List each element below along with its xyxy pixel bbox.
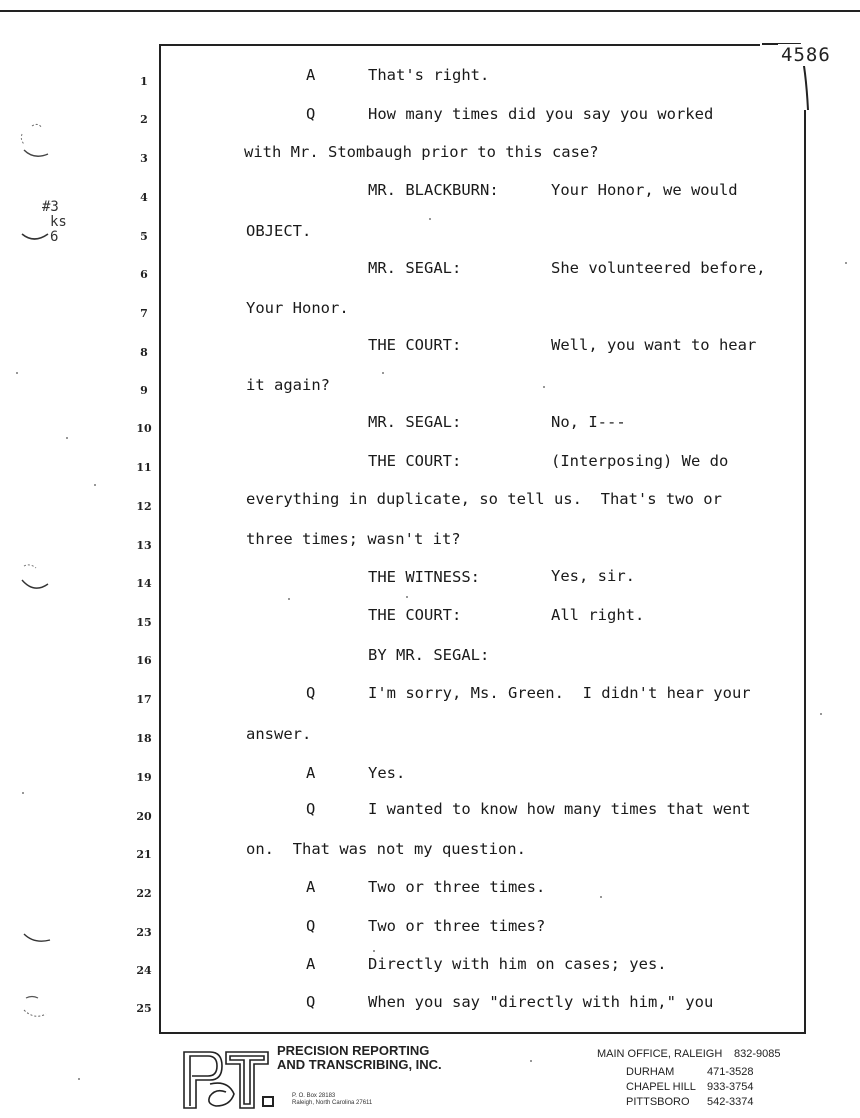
scan-speck [406, 596, 408, 598]
scan-speck [600, 896, 602, 898]
speaker-label: MR. SEGAL: [368, 259, 462, 277]
line-number: 4 [140, 191, 148, 204]
line-number: 20 [136, 810, 152, 823]
qa-marker: Q [306, 684, 316, 702]
line-number: 11 [136, 461, 152, 474]
firm-name-line2: AND TRANSCRIBING, INC. [277, 1057, 442, 1072]
transcript-text: She volunteered before, [551, 259, 766, 277]
scan-speck [543, 386, 545, 388]
office-pittsboro-name: PITTSBORO [626, 1096, 690, 1108]
scan-speck [288, 598, 290, 600]
scan-speck [94, 484, 96, 486]
office-durham-phone: 471-3528 [707, 1066, 754, 1078]
speaker-label: MR. SEGAL: [368, 413, 462, 431]
line-number: 19 [136, 771, 152, 784]
line-number: 14 [136, 577, 152, 590]
qa-marker: A [306, 955, 316, 973]
margin-mark-bottom [18, 990, 58, 1034]
speaker-label: THE COURT: [368, 452, 462, 470]
firm-address-line2: Raleigh, North Carolina 27611 [292, 1100, 373, 1106]
margin-note-line1: #3 [42, 199, 59, 215]
office-durham-name: DURHAM [626, 1066, 675, 1078]
line-number: 8 [140, 346, 148, 359]
line-number: 2 [140, 113, 148, 126]
transcript-text: I wanted to know how many times that went [368, 800, 751, 818]
transcript-text: (Interposing) We do [551, 452, 729, 470]
transcript-text: Your Honor. [246, 299, 349, 317]
scan-speck [22, 792, 24, 794]
transcript-text: Two or three times? [368, 917, 546, 935]
scan-speck [78, 1078, 80, 1080]
qa-marker: Q [306, 105, 316, 123]
top-rule [0, 10, 860, 12]
transcript-text: Well, you want to hear [551, 336, 757, 354]
margin-mark-mid [18, 560, 54, 600]
office-main-name: MAIN OFFICE, RALEIGH [597, 1048, 723, 1060]
speaker-label: THE COURT: [368, 336, 462, 354]
line-number: 21 [136, 848, 152, 861]
firm-address [292, 1093, 372, 1107]
transcript-text: on. That was not my question. [246, 840, 526, 858]
line-number: 25 [136, 1002, 152, 1015]
transcript-text: I'm sorry, Ms. Green. I didn't hear your [368, 684, 751, 702]
firm-address-line1: P. O. Box 28183 [292, 1093, 336, 1099]
qa-marker: Q [306, 917, 316, 935]
scan-speck [382, 372, 384, 374]
page-number: 4586 [778, 44, 834, 66]
speaker-label: MR. BLACKBURN: [368, 181, 499, 199]
transcript-text: How many times did you say you worked [368, 105, 714, 123]
line-number: 3 [140, 152, 148, 165]
transcript-text: Two or three times. [368, 878, 546, 896]
transcript-text: answer. [246, 725, 312, 743]
scan-speck [373, 950, 375, 952]
transcript-text: with Mr. Stombaugh prior to this case? [244, 143, 599, 161]
qa-marker: A [306, 878, 316, 896]
margin-mark-lower [22, 930, 58, 954]
transcript-text: Yes. [368, 764, 406, 782]
speaker-label: THE COURT: [368, 606, 462, 624]
margin-mark-hook [18, 224, 54, 248]
office-chapel-hill-name: CHAPEL HILL [626, 1081, 696, 1093]
line-number: 17 [136, 693, 152, 706]
firm-name [277, 1044, 442, 1072]
scan-speck [530, 1060, 532, 1062]
qa-marker: Q [306, 993, 316, 1011]
transcript-text: When you say "directly with him," you [368, 993, 714, 1011]
transcript-text: Directly with him on cases; yes. [368, 955, 667, 973]
firm-name-line1: PRECISION REPORTING [277, 1043, 430, 1058]
office-pittsboro-phone: 542-3374 [707, 1096, 754, 1108]
line-number: 1 [140, 75, 148, 88]
qa-marker: Q [306, 800, 316, 818]
line-number: 7 [140, 307, 148, 320]
margin-note-line3: 6 [50, 229, 59, 245]
line-number: 16 [136, 654, 152, 667]
line-number: 15 [136, 616, 152, 629]
scan-speck [16, 372, 18, 374]
speaker-label: BY MR. SEGAL: [368, 646, 490, 664]
transcript-text: Your Honor, we would [551, 181, 738, 199]
transcript-text: No, I--- [551, 413, 626, 431]
line-number: 12 [136, 500, 152, 513]
qa-marker: A [306, 66, 316, 84]
scan-speck [845, 262, 847, 264]
logo-box-mark [262, 1096, 274, 1107]
line-number: 23 [136, 926, 152, 939]
transcript-text: That's right. [368, 66, 490, 84]
line-number: 22 [136, 887, 152, 900]
transcript-text: it again? [246, 376, 330, 394]
transcript-text: Yes, sir. [551, 567, 635, 585]
line-number: 6 [140, 268, 148, 281]
line-number: 18 [136, 732, 152, 745]
line-number: 13 [136, 539, 152, 552]
line-number: 24 [136, 964, 152, 977]
transcript-text: everything in duplicate, so tell us. That's two or [246, 490, 722, 508]
office-main-phone: 832-9085 [734, 1048, 781, 1060]
margin-note-line2: ks [50, 214, 67, 230]
transcript-text: OBJECT. [246, 222, 312, 240]
transcript-text: All right. [551, 606, 645, 624]
transcript-text: three times; wasn't it? [246, 530, 461, 548]
scan-speck [429, 218, 431, 220]
precision-reporting-logo [180, 1044, 272, 1110]
scan-speck [66, 437, 68, 439]
margin-mark-top [18, 120, 58, 169]
line-number: 5 [140, 230, 148, 243]
scan-speck [820, 713, 822, 715]
line-number: 9 [140, 384, 148, 397]
qa-marker: A [306, 764, 316, 782]
office-chapel-hill-phone: 933-3754 [707, 1081, 754, 1093]
line-number: 10 [136, 422, 152, 435]
speaker-label: THE WITNESS: [368, 568, 480, 586]
